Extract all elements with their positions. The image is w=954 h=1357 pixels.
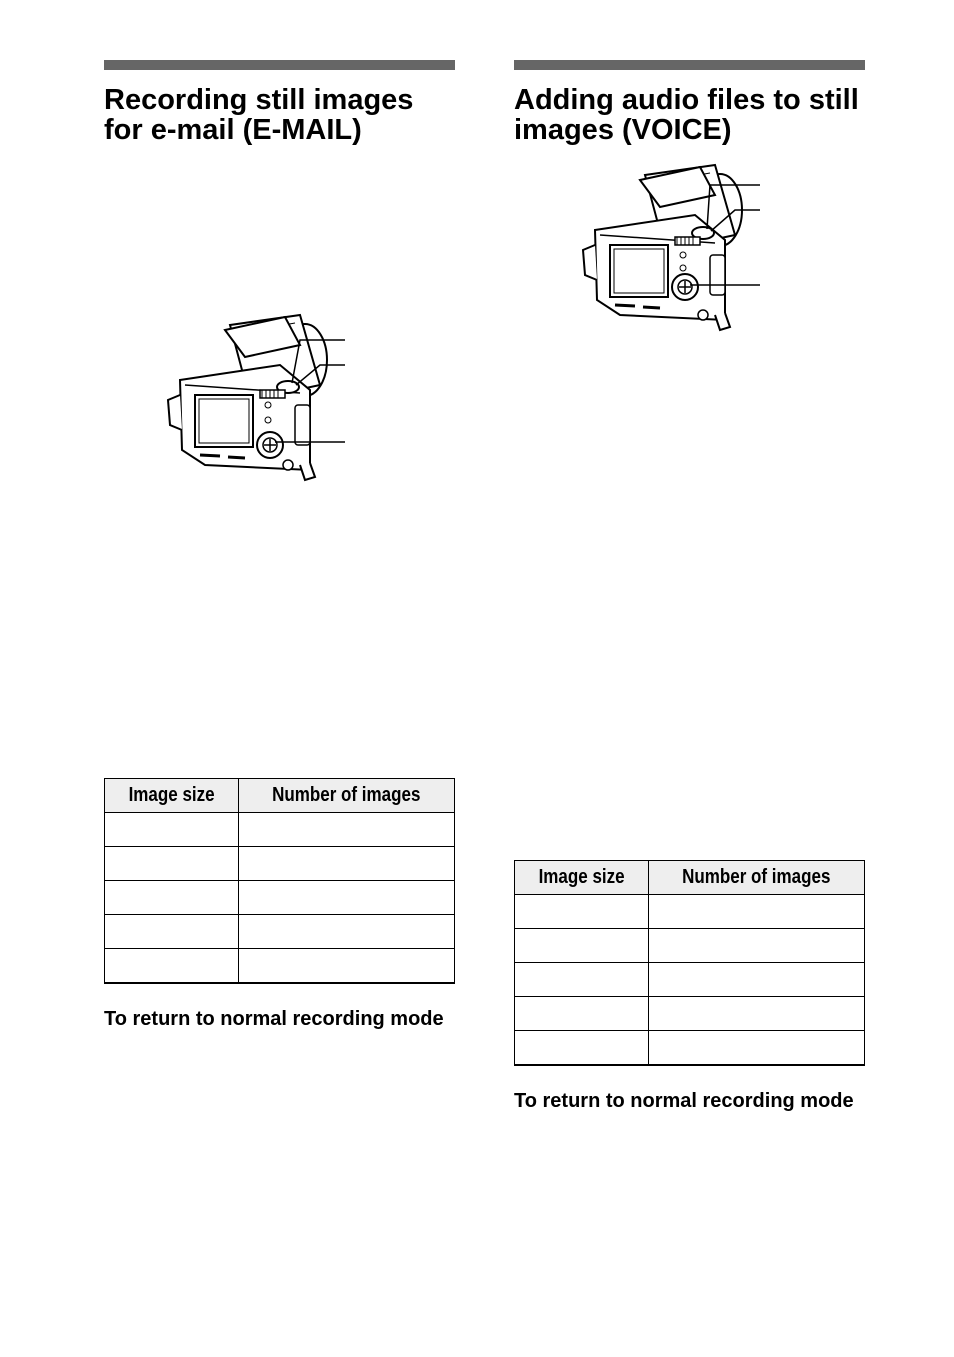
table-row (105, 881, 455, 915)
section-rule (104, 60, 455, 70)
subheading: To return to normal recording mode (104, 1008, 444, 1030)
table-row (515, 1031, 865, 1066)
camera-illustration (575, 155, 775, 340)
header-number-of-images: Number of images (649, 861, 865, 895)
section-rule (514, 60, 865, 70)
section-email (104, 60, 455, 145)
table-row (105, 813, 455, 847)
table-row (105, 915, 455, 949)
header-image-size: Image size (515, 861, 649, 895)
header-image-size: Image size (105, 779, 239, 813)
table-row (515, 963, 865, 997)
table-row (515, 929, 865, 963)
table-row (515, 997, 865, 1031)
section-title: Adding audio files to still images (VOICE) (514, 84, 859, 146)
section-title: Recording still images for e-mail (E-MAIL) (104, 84, 414, 146)
image-count-table (104, 778, 455, 984)
camera-illustration (160, 305, 360, 490)
header-number-of-images: Number of images (239, 779, 455, 813)
section-voice (514, 60, 865, 145)
table-row (105, 847, 455, 881)
image-count-table (514, 860, 865, 1066)
table-row (105, 949, 455, 984)
subheading: To return to normal recording mode (514, 1090, 854, 1112)
table-row (515, 895, 865, 929)
